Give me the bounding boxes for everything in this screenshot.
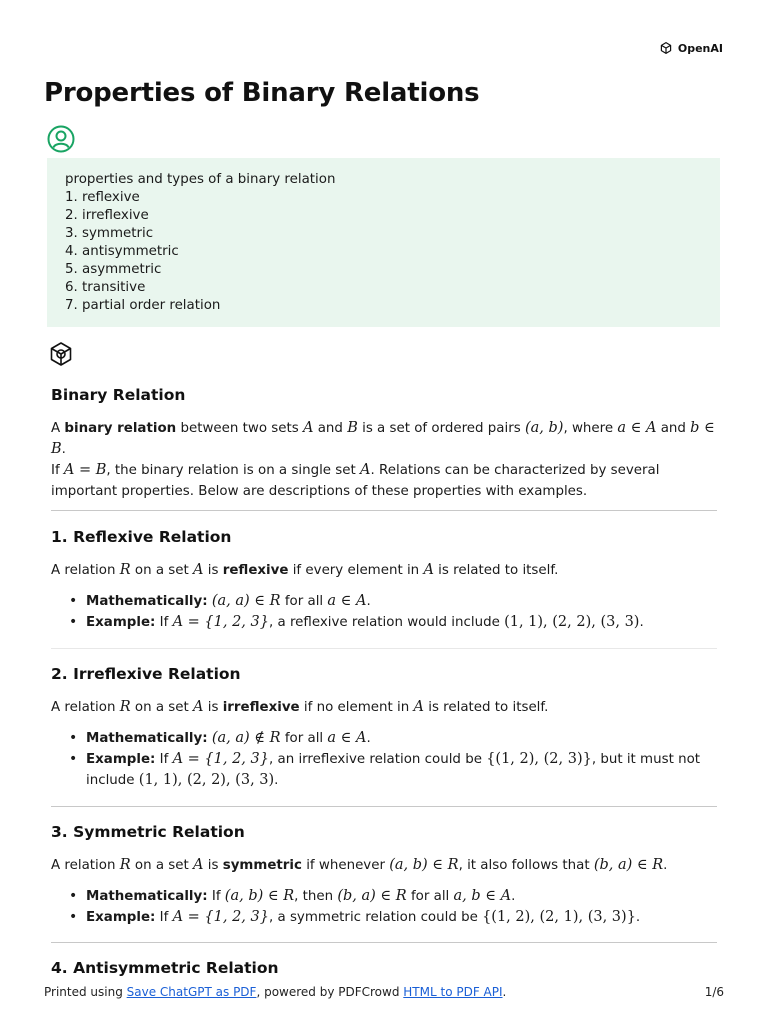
chatgpt-icon [47,340,75,368]
list-item: • Example: If A = {1, 2, 3}, a symmetric relation could be {(1, 2), (2, 1), (3, 3)}. [51,907,717,928]
save-chatgpt-pdf-link[interactable]: Save ChatGPT as PDF [126,985,257,999]
prompt-line: 3. symmetric [65,226,154,241]
section-heading-symmetric: 3. Symmetric Relation [51,823,245,841]
openai-icon [658,40,674,56]
section-heading-antisymmetric: 4. Antisymmetric Relation [51,959,279,977]
section-heading-irreflexive: 2. Irreflexive Relation [51,665,241,683]
page-number: 1/6 [704,985,724,999]
symmetric-list [51,886,717,928]
divider [51,510,717,511]
prompt-line: 2. irreflexive [65,208,149,223]
binary-relation-paragraph: A binary relation between two sets A and B is a set of ordered pairs (a, b), where a ∈ A and b ∈ B. If A = B, the binary relation is on a single set A. Relations can be characterized by several important properties. Below are descriptions of these properties with examples. [51,420,715,499]
list-item: • Mathematically: (a, a) ∈ R for all a ∈ A. [51,591,717,612]
print-footer: Printed using Save ChatGPT as PDF, powered by PDFCrowd HTML to PDF API. 1/6 [44,985,724,999]
prompt-line: properties and types of a binary relation [65,172,336,187]
brand-label: OpenAI [677,41,723,55]
irreflexive-paragraph: A relation R on a set A is irreflexive if no element in A is related to itself. [51,699,549,715]
list-item: • Mathematically: (a, a) ∉ R for all a ∈ A. [51,728,717,749]
prompt-line: 4. antisymmetric [65,244,179,259]
openai-logo [658,40,723,56]
prompt-line: 7. partial order relation [65,298,221,313]
section-heading-reflexive: 1. Reflexive Relation [51,528,232,546]
user-avatar-icon [47,125,75,153]
page-title: Properties of Binary Relations [44,78,480,108]
irreflexive-list [51,728,717,791]
reflexive-list [51,591,717,633]
assistant-answer [51,380,717,979]
divider [51,942,717,943]
user-prompt [47,158,720,327]
prompt-line: 5. asymmetric [65,262,162,277]
symmetric-paragraph: A relation R on a set A is symmetric if whenever (a, b) ∈ R, it also follows that (b, a) ∈ R. [51,857,668,873]
list-item: • Mathematically: If (a, b) ∈ R, then (b, a) ∈ R for all a, b ∈ A. [51,886,717,907]
list-item: • Example: If A = {1, 2, 3}, a reflexive relation would include (1, 1), (2, 2), (3, 3). [51,612,717,633]
prompt-line: 6. transitive [65,280,146,295]
reflexive-paragraph: A relation R on a set A is reflexive if every element in A is related to itself. [51,562,559,578]
divider [51,806,717,807]
section-heading-binary-relation: Binary Relation [51,386,186,404]
divider [51,648,717,649]
html-to-pdf-api-link[interactable]: HTML to PDF API [403,985,503,999]
list-item: • Example: If A = {1, 2, 3}, an irreflexive relation could be {(1, 2), (2, 3)}, but it must not include (1, 1), (2, 2), (3, 3). [51,749,717,791]
prompt-line: 1. reflexive [65,190,140,205]
